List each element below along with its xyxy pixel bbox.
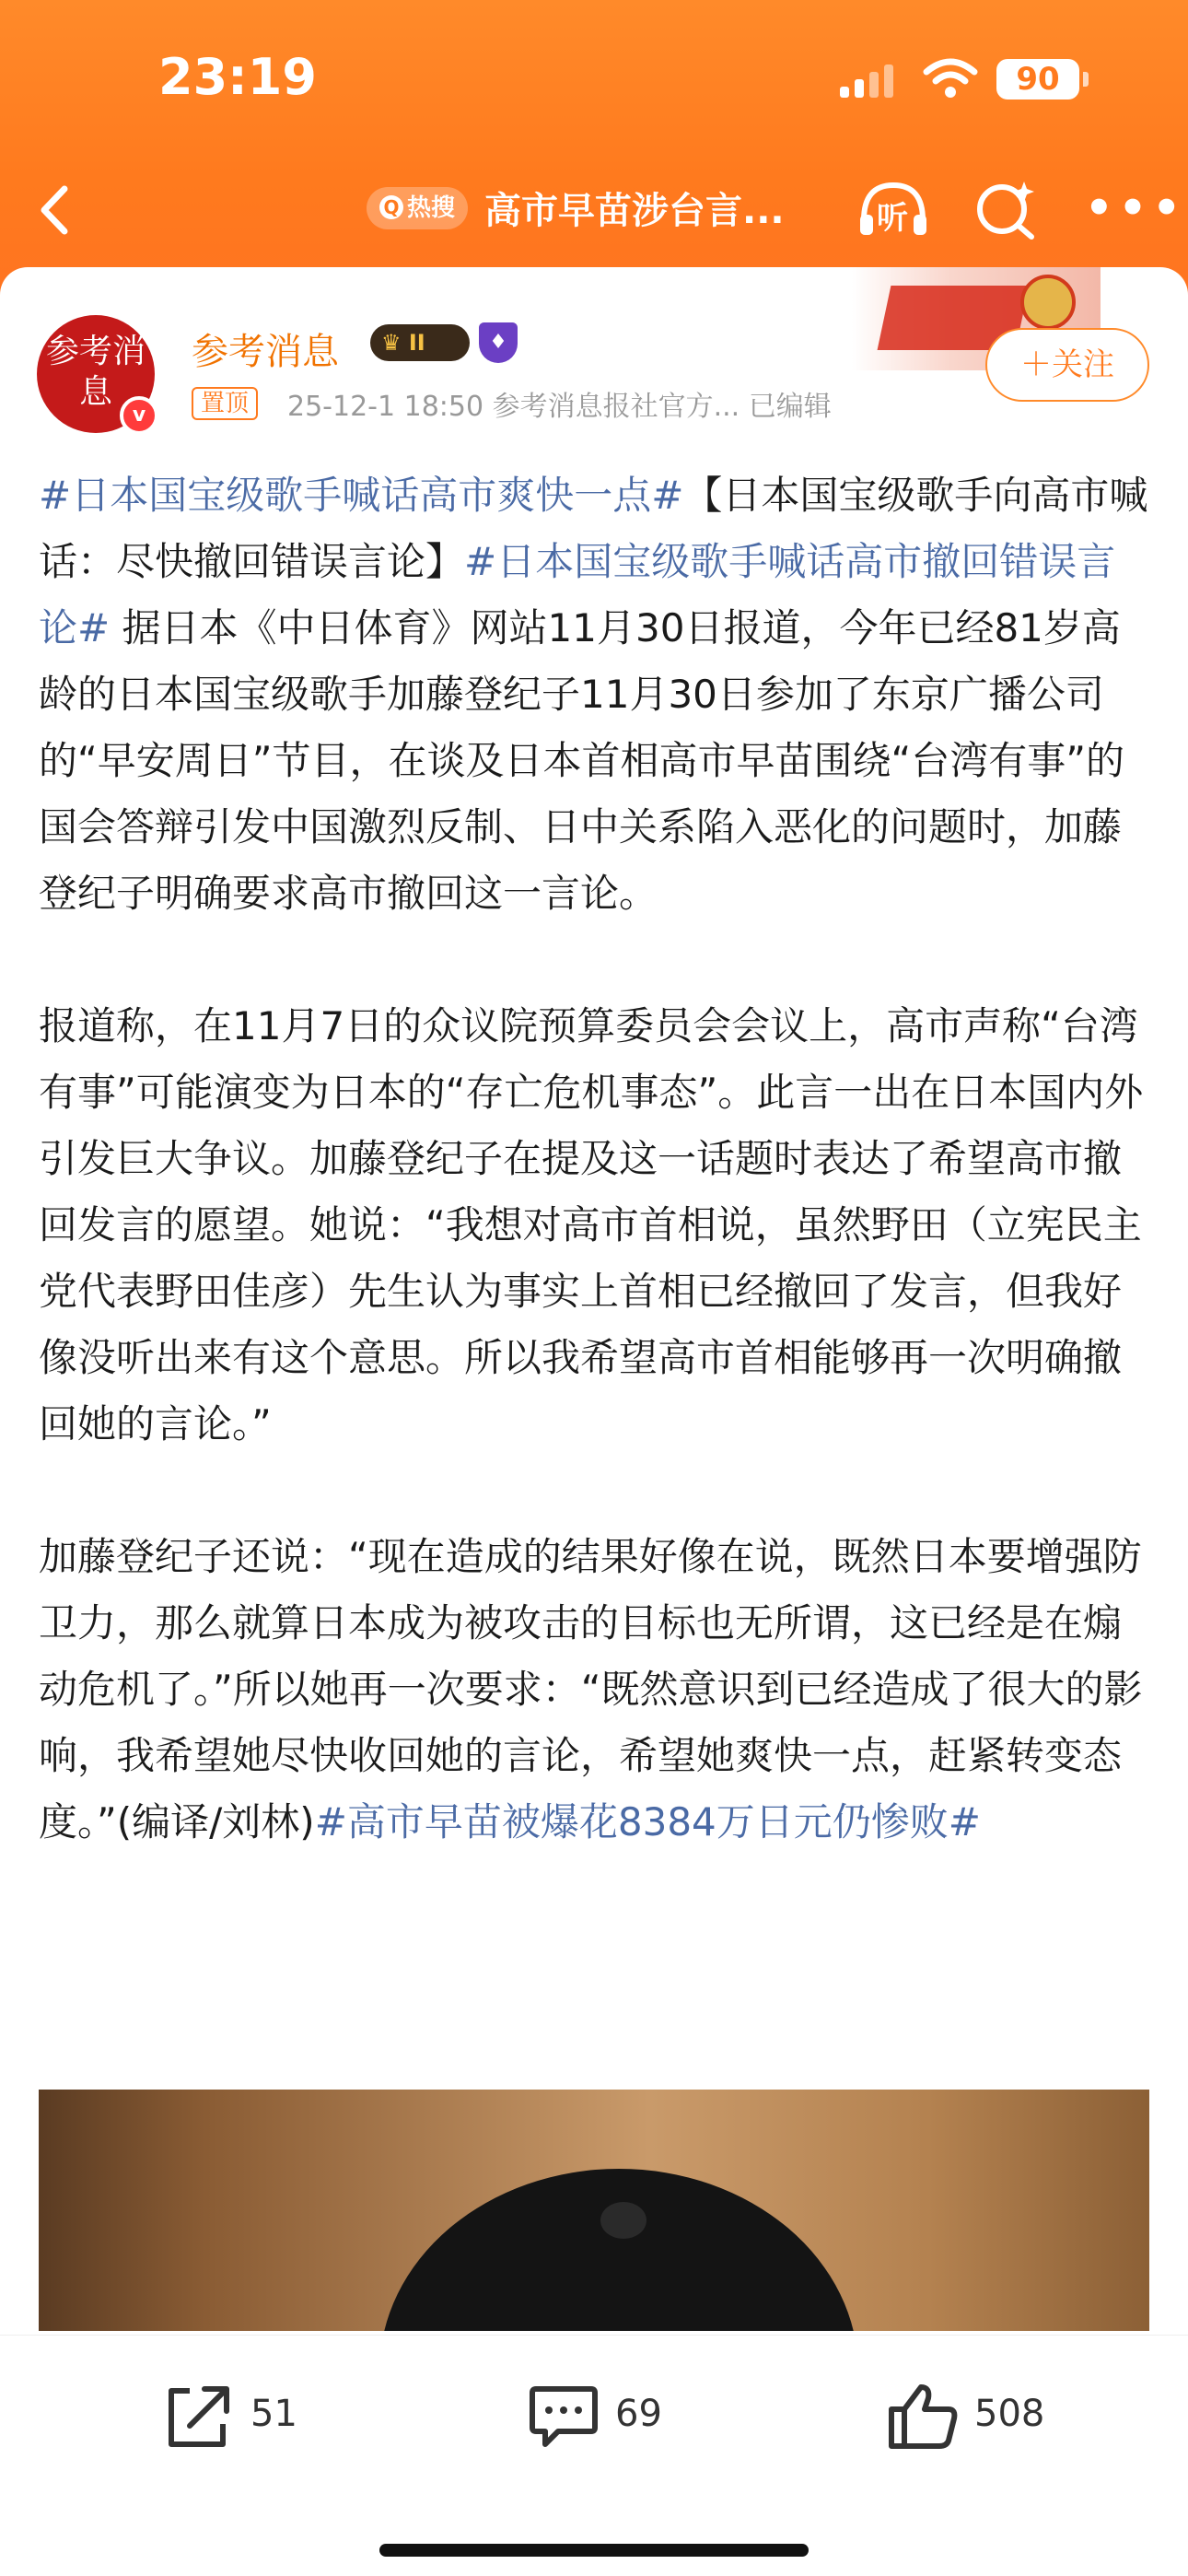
ai-search-icon[interactable] <box>974 178 1039 242</box>
share-icon <box>162 2382 236 2452</box>
post-meta: 25-12-1 18:50 参考消息报社官方... 已编辑 <box>287 391 832 423</box>
signal-icon <box>840 64 893 98</box>
nav-bar <box>0 161 1188 253</box>
hashtag-link[interactable]: #高市早苗被爆花8384万日元仍惨败# <box>314 1799 981 1844</box>
hashtag-link[interactable]: #日本国宝级歌手喊话高市撤回错误言论# <box>39 539 1116 650</box>
photo-subject <box>379 2169 858 2331</box>
like-button[interactable] <box>886 2372 1089 2455</box>
home-indicator[interactable] <box>379 2544 809 2557</box>
more-options-icon[interactable]: ••• <box>1085 182 1187 234</box>
verified-badge: v <box>120 396 158 435</box>
comment-icon <box>527 2382 600 2452</box>
emblem-decoration <box>1020 275 1076 330</box>
battery-indicator: 90 <box>996 59 1079 100</box>
post-image[interactable] <box>39 2090 1149 2331</box>
pinned-tag: 置顶 <box>192 387 258 420</box>
author-avatar[interactable]: 参考消息 <box>37 315 155 433</box>
post-text: 加藤登纪子还说：“现在造成的结果好像在说，既然日本要增强防卫力，那么就算日本成为被攻击的目标也无所谓，这已经是在煽动危机了。”所以她再一次要求：“既然意识到已经造成了很大的影响，我希望她尽快收回她的言论，希望她爽快一点，赶紧转变态度。”(编译/刘林) <box>39 1534 1143 1844</box>
post-body <box>39 463 1153 1922</box>
listen-label: 听 <box>877 200 908 237</box>
battery-tip <box>1083 72 1089 87</box>
author-name[interactable]: 参考消息 <box>192 331 339 373</box>
thumbs-up-icon <box>886 2382 960 2452</box>
status-time: 23:19 <box>158 48 317 106</box>
rank-label: II <box>408 330 425 356</box>
post-card <box>0 267 1188 2331</box>
post-text: 【日本国宝级歌手向高市喊话：尽快撤回错误言论】 <box>39 473 1148 584</box>
wifi-icon <box>923 57 978 100</box>
post-paragraph <box>39 1524 1153 1856</box>
post-paragraph: 报道称，在11月7日的众议院预算委员会会议上，高市声称“台湾有事”可能演变为日本的“存亡危机事态”。此言一出在日本国内外引发巨大争议。加藤登纪子在提及这一话题时表达了希望高市撤回发言的愿望。她说：“我想对高市首相说，虽然野田（立宪民主党代表野田佳彦）先生认为事实上首相已经撤回了发言，但我好像没听出来有这个意思。所以我希望高市首相能够再一次明确撤回她的言论。” <box>39 1003 1144 1446</box>
follow-button[interactable]: ＋关注 <box>985 328 1149 402</box>
search-icon: Q <box>379 195 403 219</box>
shield-badge-icon: ♦ <box>479 322 518 363</box>
comment-button[interactable] <box>527 2372 711 2455</box>
post-paragraph <box>39 463 1153 927</box>
comment-count: 69 <box>615 2393 662 2435</box>
status-bar <box>0 0 1188 157</box>
repost-button[interactable] <box>162 2372 346 2455</box>
topic-title[interactable]: 高市早苗涉台言... <box>484 190 785 232</box>
action-toolbar <box>0 2335 1188 2576</box>
hot-search-badge[interactable] <box>367 187 468 229</box>
crown-rank-badge: ♛ II <box>370 324 470 361</box>
top-header <box>0 0 1188 295</box>
post-text: 据日本《中日体育》网站11月30日报道，今年已经81岁高龄的日本国宝级歌手加藤登纪子11月30日参加了东京广播公司的“早安周日”节目，在谈及日本首相高市早苗围绕“台湾有事”的国会答辩引发中国激烈反制、日中关系陷入恶化的问题时，加藤登纪子明确要求高市撤回这一言论。 <box>39 605 1125 916</box>
photo-detail <box>600 2202 646 2239</box>
listen-button[interactable] <box>856 180 930 239</box>
back-icon[interactable] <box>28 178 83 242</box>
hashtag-link[interactable]: #日本国宝级歌手喊话高市爽快一点# <box>39 473 684 518</box>
like-count: 508 <box>974 2393 1045 2435</box>
repost-count: 51 <box>250 2393 297 2435</box>
hot-badge-label: 热搜 <box>407 194 456 222</box>
